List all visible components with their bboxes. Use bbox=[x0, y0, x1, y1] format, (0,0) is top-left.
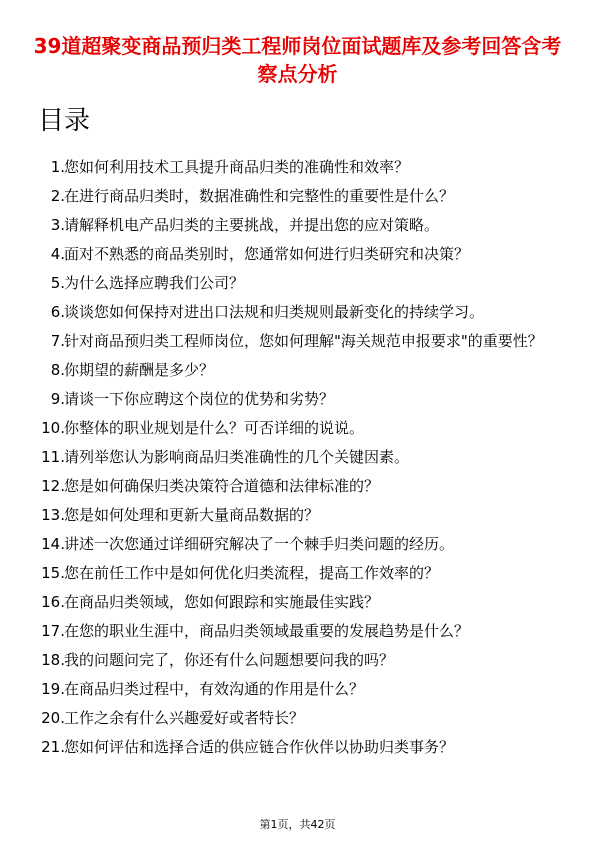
document-title: 39道超聚变商品预归类工程师岗位面试题库及参考回答含考察点分析 bbox=[33, 34, 562, 86]
toc-item-number: 3. bbox=[50, 216, 65, 234]
toc-item-text: 针对商品预归类工程师岗位，您如何理解"海关规范申报要求"的重要性？ bbox=[64, 332, 543, 350]
toc-item-text: 您如何评估和选择合适的供应链合作伙伴以协助归类事务？ bbox=[64, 738, 455, 756]
toc-item-number: 9. bbox=[50, 390, 65, 408]
toc-item[interactable] bbox=[0, 738, 595, 757]
toc-item-text: 请解释机电产品归类的主要挑战，并提出您的应对策略。 bbox=[64, 216, 440, 234]
toc-item-number: 17. bbox=[41, 622, 65, 640]
toc-item-number: 8. bbox=[50, 361, 65, 379]
toc-item-text: 讲述一次您通过详细研究解决了一个棘手归类问题的经历。 bbox=[64, 535, 455, 553]
toc-item-text: 在商品归类领域，您如何跟踪和实施最佳实践？ bbox=[64, 593, 380, 611]
toc-item[interactable] bbox=[0, 361, 595, 380]
toc-item-text: 你期望的薪酬是多少？ bbox=[64, 361, 215, 379]
toc-item-number: 12. bbox=[41, 477, 65, 495]
toc-item-number: 20. bbox=[41, 709, 65, 727]
toc-item-number: 5. bbox=[50, 274, 65, 292]
toc-item[interactable] bbox=[0, 390, 595, 409]
toc-item[interactable] bbox=[0, 709, 595, 728]
toc-item-text: 您如何利用技术工具提升商品归类的准确性和效率？ bbox=[64, 158, 410, 176]
toc-item-number: 4. bbox=[50, 245, 65, 263]
toc-item[interactable] bbox=[0, 564, 595, 583]
toc-item-text: 在商品归类过程中，有效沟通的作用是什么？ bbox=[64, 680, 365, 698]
toc-item[interactable] bbox=[0, 216, 595, 235]
toc-item-number: 7. bbox=[50, 332, 65, 350]
toc-item[interactable] bbox=[0, 274, 595, 293]
page-footer: 第1页，共42页 bbox=[259, 818, 336, 831]
toc-item[interactable] bbox=[0, 477, 595, 496]
toc-item[interactable] bbox=[0, 245, 595, 264]
toc-item-text: 您在前任工作中是如何优化归类流程，提高工作效率的？ bbox=[64, 564, 440, 582]
toc-item-number: 14. bbox=[41, 535, 65, 553]
toc-item[interactable] bbox=[0, 535, 595, 554]
toc-item[interactable] bbox=[0, 680, 595, 699]
toc-item-number: 2. bbox=[50, 187, 65, 205]
toc-item[interactable] bbox=[0, 448, 595, 467]
toc-item-text: 工作之余有什么兴趣爱好或者特长？ bbox=[64, 709, 305, 727]
toc-item-text: 面对不熟悉的商品类别时，您通常如何进行归类研究和决策？ bbox=[64, 245, 470, 263]
toc-item-text: 为什么选择应聘我们公司？ bbox=[64, 274, 245, 292]
toc-item-text: 在您的职业生涯中，商品归类领域最重要的发展趋势是什么？ bbox=[64, 622, 470, 640]
toc-item-text: 你整体的职业规划是什么？可否详细的说说。 bbox=[64, 419, 365, 437]
toc-item-number: 19. bbox=[41, 680, 65, 698]
toc-item-text: 谈谈您如何保持对进出口法规和归类规则最新变化的持续学习。 bbox=[64, 303, 485, 321]
toc-item-number: 6. bbox=[50, 303, 65, 321]
toc-item[interactable] bbox=[0, 158, 595, 177]
toc-item[interactable] bbox=[0, 303, 595, 322]
toc-item-text: 您是如何确保归类决策符合道德和法律标准的？ bbox=[64, 477, 380, 495]
toc-item-number: 15. bbox=[41, 564, 65, 582]
toc-item[interactable] bbox=[0, 332, 595, 351]
toc-item-text: 您是如何处理和更新大量商品数据的？ bbox=[64, 506, 320, 524]
toc-item-number: 18. bbox=[41, 651, 65, 669]
toc-item-number: 1. bbox=[50, 158, 65, 176]
toc-item-number: 11. bbox=[41, 448, 65, 466]
toc-list bbox=[0, 158, 595, 767]
toc-item-text: 请列举您认为影响商品归类准确性的几个关键因素。 bbox=[64, 448, 410, 466]
toc-item[interactable] bbox=[0, 593, 595, 612]
toc-heading: 目录 bbox=[38, 106, 91, 136]
toc-item-number: 16. bbox=[41, 593, 65, 611]
toc-item-number: 21. bbox=[41, 738, 65, 756]
toc-item-text: 我的问题问完了，你还有什么问题想要问我的吗？ bbox=[64, 651, 395, 669]
toc-item-number: 13. bbox=[41, 506, 65, 524]
toc-item[interactable] bbox=[0, 506, 595, 525]
toc-item[interactable] bbox=[0, 187, 595, 206]
toc-item-text: 请谈一下你应聘这个岗位的优势和劣势？ bbox=[64, 390, 335, 408]
toc-item[interactable] bbox=[0, 419, 595, 438]
toc-item-number: 10. bbox=[41, 419, 65, 437]
toc-item[interactable] bbox=[0, 622, 595, 641]
toc-item[interactable] bbox=[0, 651, 595, 670]
toc-item-text: 在进行商品归类时，数据准确性和完整性的重要性是什么？ bbox=[64, 187, 455, 205]
